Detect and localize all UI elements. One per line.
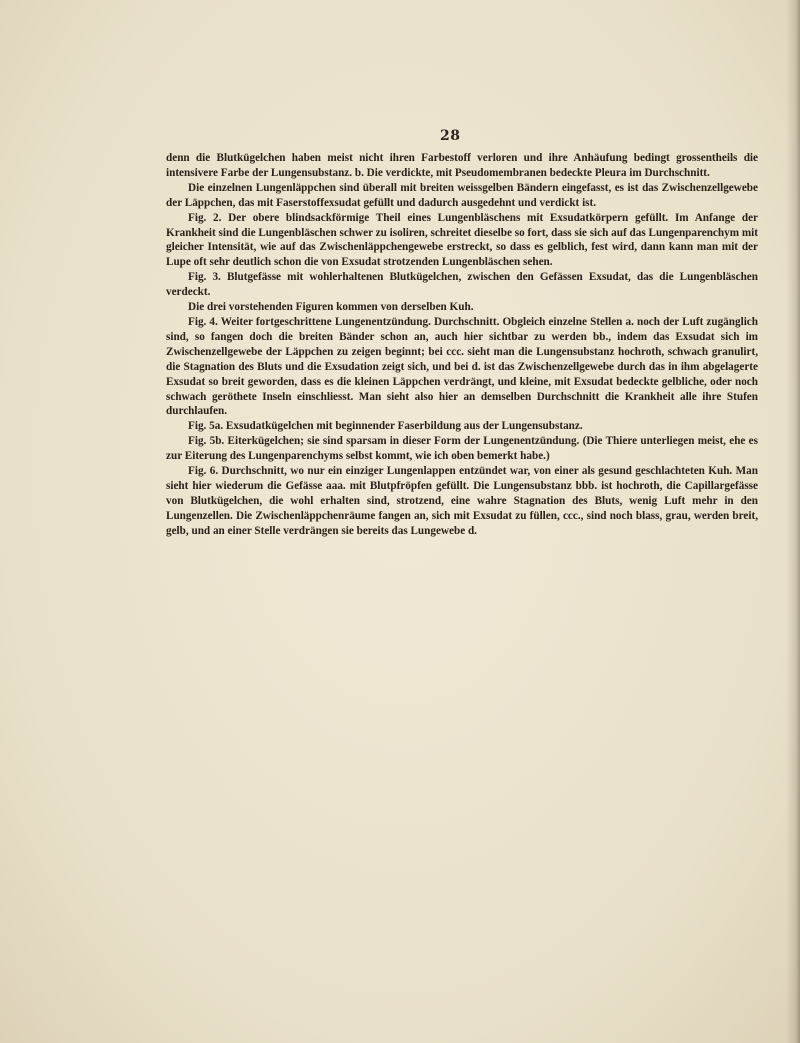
paragraph: Die drei vorstehenden Figuren kommen von derselben Kuh. <box>188 301 474 314</box>
paragraph: Fig. 6. Durchschnitt, wo nur ein einziger Lungenlappen entzündet war, von einer als gesund geschlachteten Kuh. Man sieht hier wiederum die Gefässe aaa. mit Blutpfröpfen gefüllt. Die Lungensubstanz bbb. ist hochroth, die Capillargefässe von Blutkügelchen, die wohl erhalten sind, strotzend, eine wahre Stagnation des Bluts, wenig Luft mehr in den Lungenzellen. Die Zwischenläppchenräume fangen an, sich mit Exsudat zu füllen, ccc., sind noch blass, grau, werden breit, gelb, und an einer Stelle verdrängen sie bereits das Lungewebe d. <box>166 465 758 537</box>
paragraph: Die einzelnen Lungenläppchen sind überall mit breiten weissgelben Bändern eingefasst, es ist das Zwischenzellgewebe der Läppchen, das mit Faserstoffexsudat gefüllt und dadurch ausgedehnt und verdickt ist. <box>166 181 758 209</box>
page-edge-shadow <box>786 0 800 1043</box>
body-text <box>166 151 758 539</box>
paragraph: denn die Blutkügelchen haben meist nicht ihren Farbestoff verloren und ihre Anhäufung bedingt grossentheils die intensivere Farbe der Lungensubstanz. b. Die verdickte, mit Pseudomembranen bedeckte Pleura im Durchschnitt. <box>166 152 758 179</box>
paragraph: Fig. 2. Der obere blindsackförmige Theil eines Lungenbläschens mit Exsudatkörpern gefüllt. Im Anfange der Krankheit sind die Lungenbläschen schwer zu isoliren, schreitet dieselbe so fort, dass sie sich auf das Lungenparenchym mit gleicher Intensität, wie auf das Zwischenläppchengewebe erstreckt, so dass es gelblich, fest wird, dann kann man mit der Lupe oft sehr deutlich schon die von Exsudat strotzenden Lungenbläschen sehen. <box>166 211 758 269</box>
page-number: 28 <box>440 128 461 144</box>
paragraph: Fig. 4. Weiter fortgeschrittene Lungenentzündung. Durchschnitt. Obgleich einzelne Stellen a. noch der Luft zugänglich sind, so fangen doch die breiten Bänder schon an, auch hier sichtbar zu werden bb., indem das Exsudat sich im Zwischenzellgewebe der Läppchen zu zeigen beginnt; bei ccc. sieht man die Lungensubstanz hochroth, schwach granulirt, die Stagnation des Bluts und die Exsudation zeigt sich, und bei d. ist das Zwischenzellgewebe durch das in ihm abgelagerte Exsudat so breit geworden, dass es die kleinen Läppchen verdrängt, und kleine, mit Exsudat bedeckte gelbliche, oder noch schwach geröthete Inseln einschliesst. Man sieht also hier an demselben Durchschnitt die Krankheit alle ihre Stufen durchlaufen. <box>166 315 758 418</box>
paragraph: Fig. 5b. Eiterkügelchen; sie sind sparsam in dieser Form der Lungenentzündung. (Die Thiere unterliegen meist, ehe es zur Eiterung des Lungenparenchyms selbst kommt, wie ich oben bemerkt habe.) <box>166 435 758 463</box>
paragraph: Fig. 5a. Exsudatkügelchen mit beginnender Faserbildung aus der Lungensubstanz. <box>188 420 583 433</box>
paragraph: Fig. 3. Blutgefässe mit wohlerhaltenen Blutkügelchen, zwischen den Gefässen Exsudat, das die Lungenbläschen verdeckt. <box>166 271 758 299</box>
